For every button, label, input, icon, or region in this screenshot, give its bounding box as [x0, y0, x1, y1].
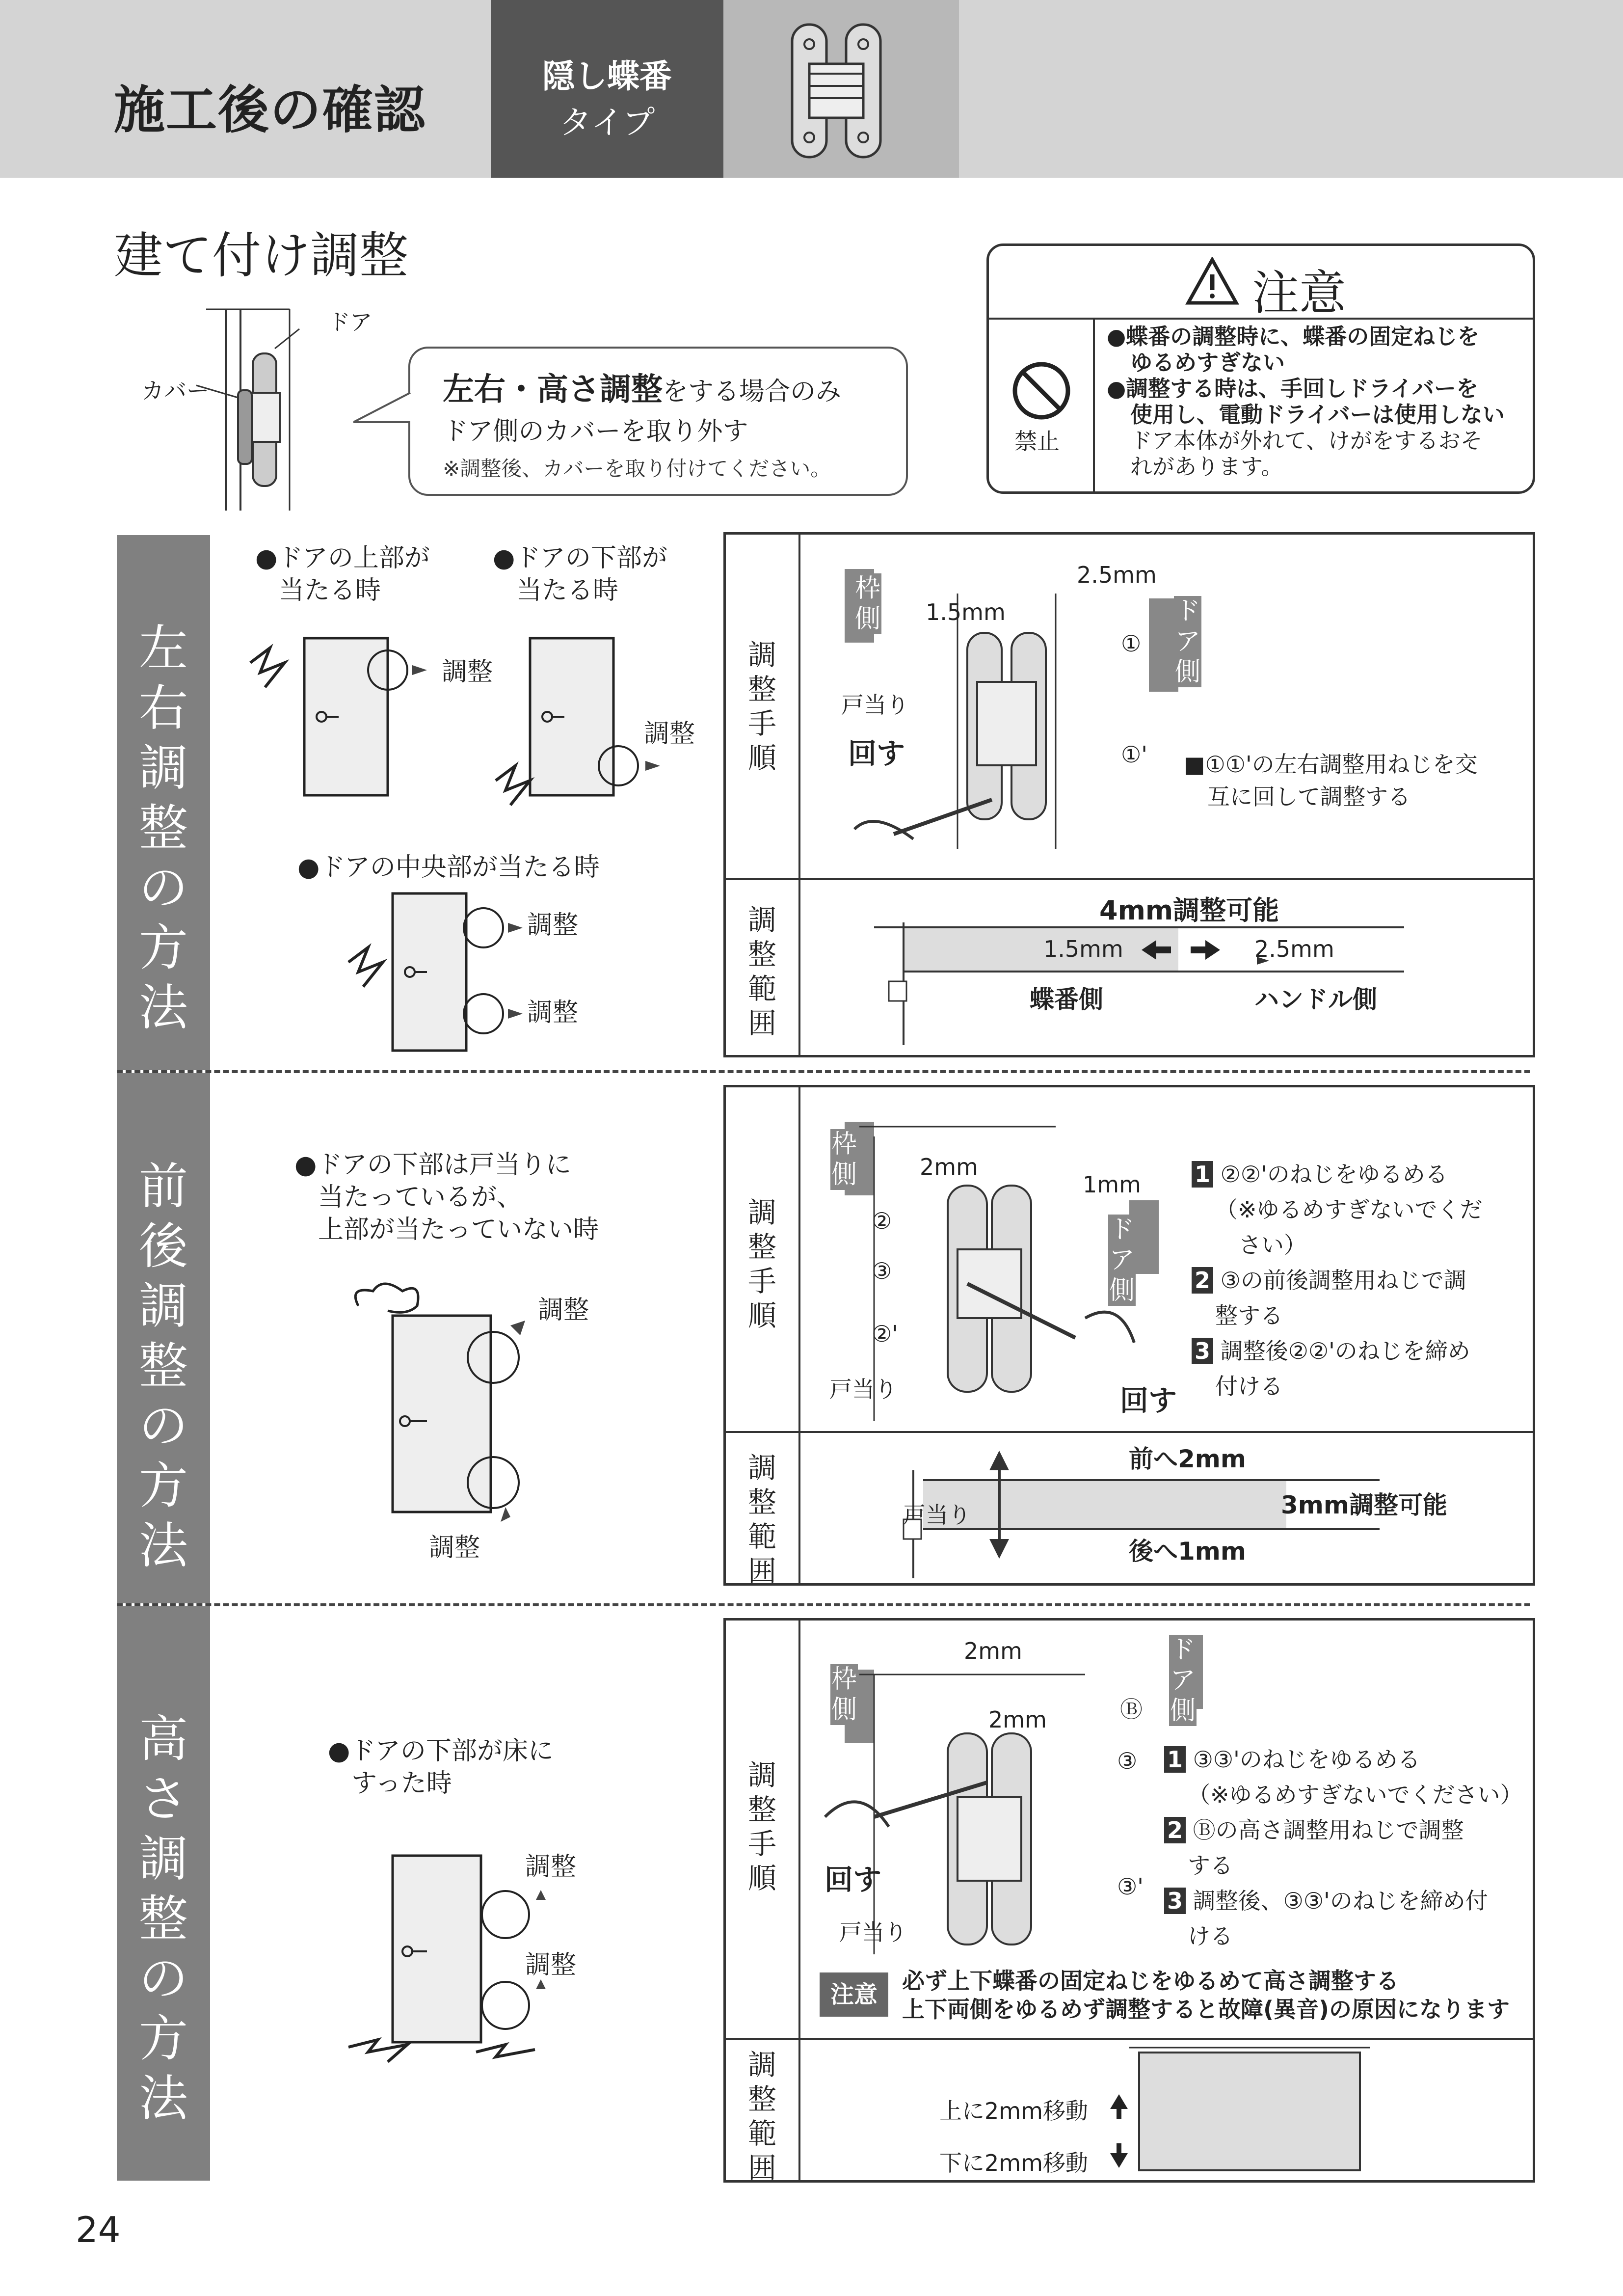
h-case: ●ドアの下部が床に すった時 [328, 1736, 554, 1798]
h-notice: 必ず上下蝶番の固定ねじをゆるめて高さ調整する 上下両側をゆるめず調整すると故障(異音)の原因になります [902, 1968, 1510, 2023]
fb-range-label: 調 整 範 囲 [747, 1451, 776, 1588]
lr-stop: 戸当り [841, 692, 909, 718]
lr-range-right: 2.5mm [1254, 936, 1334, 962]
cover-callout [408, 347, 908, 496]
lr-dim-a: 2.5mm [1077, 562, 1157, 588]
fb-screw-2p: ②' [872, 1321, 898, 1347]
band-left-right [117, 535, 210, 1070]
lr-proc-label: 調 整 手 順 [747, 638, 776, 775]
h-range-down: 下に2mm移動 [939, 2150, 1088, 2176]
section-title: 建て付け調整 [114, 227, 408, 284]
callout-line2: ドア側のカバーを取り外す [443, 417, 748, 446]
lr-case-bottom: ●ドアの下部が 当たる時 [493, 543, 667, 605]
h-adjust-1: 調整 [525, 1852, 577, 1882]
h-screw-3p: ③' [1117, 1873, 1144, 1900]
hinge-illustration [723, 0, 959, 178]
lr-adjust-2: 調整 [644, 719, 695, 749]
fb-range-back: 後へ1mm [1129, 1537, 1246, 1566]
h-notice-chip: 注意 [820, 1972, 888, 2017]
divider-2 [117, 1603, 1530, 1606]
band-front-back-label: 前 後 調 整 の 方 法 [139, 1158, 188, 1574]
lr-range-label: 調 整 範 囲 [747, 903, 776, 1040]
caution-title: 注意 [1252, 266, 1346, 321]
type-tab [491, 0, 723, 178]
h-screw-b: Ⓑ [1120, 1696, 1143, 1723]
h-dim-b: 2mm [988, 1706, 1047, 1733]
fb-proc-label: 調 整 手 順 [747, 1196, 776, 1332]
lr-screw-1p: ①' [1121, 741, 1147, 768]
lr-adjust-4: 調整 [527, 998, 579, 1027]
fb-dim-a: 2mm [920, 1154, 978, 1180]
fb-stop: 戸当り [829, 1376, 897, 1403]
type-tab-line2: タイプ [559, 104, 655, 141]
h-range-arrows [1109, 2094, 1129, 2168]
lr-handle-side: ハンドル側 [1254, 985, 1377, 1014]
fb-adjust-1: 調整 [538, 1296, 589, 1325]
band-front-back [117, 1073, 210, 1603]
h-door-label: ドア側 [1170, 1635, 1196, 1726]
fb-range-stop: 戸当り [903, 1502, 971, 1528]
type-tab-line1: 隠し蝶番 [542, 57, 672, 95]
h-range-label: 調 整 範 囲 [747, 2048, 776, 2185]
fb-turn: 回す [1120, 1384, 1177, 1417]
lr-frame-label: 枠側 [854, 574, 880, 634]
fb-screw-3: ③ [872, 1258, 892, 1284]
caution-header [989, 246, 1533, 320]
h-screw-3: ③ [1117, 1748, 1138, 1774]
lr-screw-1: ① [1121, 630, 1142, 657]
band-height [117, 1606, 210, 2181]
divider-1 [117, 1070, 1530, 1073]
fb-steps: 1 ②②'のねじをゆるめる （※ゆるめすぎないでくだ さい） 2 ③の前後調整用ねじで調 整する 3 調整後②②'のねじを締め 付ける [1192, 1157, 1483, 1404]
fb-door-sketch [339, 1276, 564, 1532]
fb-range-total: 3mm調整可能 [1281, 1491, 1447, 1519]
lr-instruction: ■①①'の左右調整用ねじを交 互に回して調整する [1184, 751, 1478, 810]
caution-text: ●蝶番の調整時に、蝶番の固定ねじを ゆるめすぎない ●調整する時は、手回しドライバーを 使用し、電動ドライバーは使用しない ドア本体が外れて、けがをするおそ れがあります。 [1107, 324, 1505, 480]
page-number: 24 [76, 2209, 121, 2250]
cover-door-label: ドア [328, 309, 372, 335]
fb-door-label: ドア側 [1109, 1215, 1135, 1305]
h-proc-label: 調 整 手 順 [747, 1758, 776, 1895]
callout-line3: ※調整後、カバーを取り付けてください。 [443, 457, 831, 481]
h-adjust-2: 調整 [525, 1950, 577, 1980]
lr-range-left: 1.5mm [1043, 936, 1123, 962]
lr-case-middle: ●ドアの中央部が当たる時 [297, 853, 600, 882]
lr-dim-b: 1.5mm [926, 599, 1006, 625]
cover-cover-label: カバー [141, 378, 209, 404]
fb-dim-b: 1mm [1083, 1171, 1141, 1198]
lr-range-title: 4mm調整可能 [1099, 895, 1279, 926]
lr-adjust-1: 調整 [442, 657, 493, 687]
h-stop: 戸当り [839, 1919, 907, 1945]
callout-line1: 左右・高さ調整をする場合のみ [443, 372, 842, 408]
lr-door-sketches [240, 619, 712, 844]
page-title: 施工後の確認 [114, 80, 426, 140]
prohibit-icon [1010, 359, 1073, 423]
lr-range-arrows [1142, 938, 1220, 962]
fb-frame-label: 枠側 [831, 1130, 857, 1189]
h-turn: 回す [825, 1863, 882, 1896]
fb-screw-2: ② [872, 1208, 892, 1234]
band-height-label: 高 さ 調 整 の 方 法 [139, 1710, 188, 2127]
lr-case-top: ●ドアの上部が 当たる時 [255, 543, 430, 605]
h-steps: 1 ③③'のねじをゆるめる （※ゆるめすぎないでください） 2 Ⓑの高さ調整用ねじで調整 する 3 調整後、③③'のねじを締め付 ける [1164, 1742, 1523, 1954]
fb-range-front: 前へ2mm [1129, 1445, 1246, 1473]
warning-triangle-icon [1185, 257, 1239, 306]
h-dim-a: 2mm [964, 1638, 1022, 1664]
h-range-up: 上に2mm移動 [939, 2098, 1088, 2124]
h-frame-label: 枠側 [831, 1665, 857, 1725]
lr-adjust-3: 調整 [527, 911, 579, 940]
band-left-right-label: 左 右 調 整 の 方 法 [139, 620, 188, 1036]
lr-turn: 回す [848, 737, 905, 770]
callout-pointer [353, 388, 412, 442]
fb-adjust-2: 調整 [429, 1533, 480, 1563]
caution-box [986, 243, 1535, 494]
lr-door-label: ドア側 [1174, 596, 1200, 687]
fb-case: ●ドアの下部は戸当りに 当たっているが、 上部が当たっていない時 [294, 1150, 599, 1244]
prohibit-label: 禁止 [1014, 428, 1060, 455]
lr-hinge-side: 蝶番側 [1030, 985, 1103, 1014]
